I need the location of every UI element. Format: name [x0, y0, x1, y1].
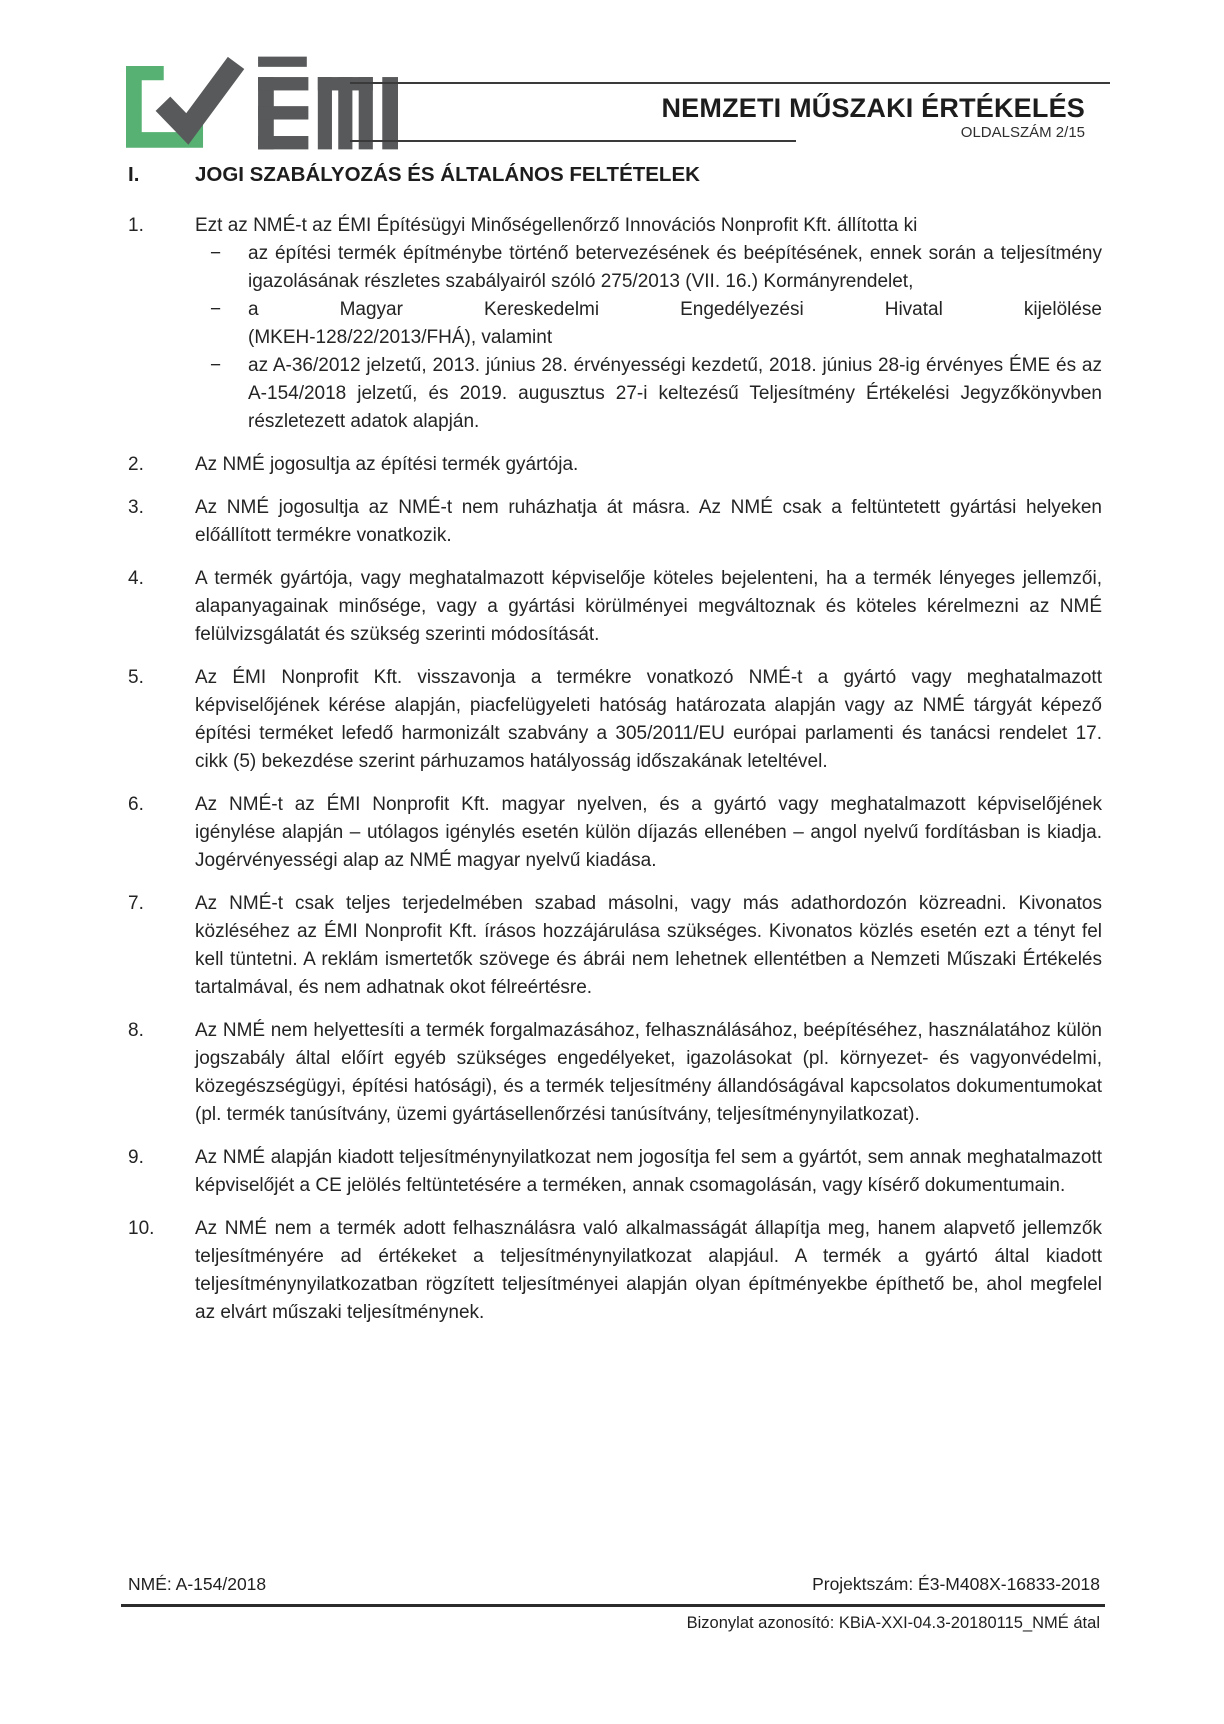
- item-body: [195, 664, 1102, 776]
- item-text: Az NMÉ alapján kiadott teljesítménynyilatkozat nem jogosítja fel sem a gyártót, sem annak meghatalmazott képviselőjét a CE jelölés feltüntetésére a terméken, annak csomagolásán, vagy kísérő dokumentumain.: [195, 1147, 1102, 1196]
- bullet-item: [210, 352, 1102, 436]
- list-item: [128, 1017, 1102, 1129]
- header-rule-bottom: [350, 140, 796, 142]
- item-number: 7.: [128, 893, 144, 914]
- bullet-text: (MKEH-128/22/2013/FHÁ), valamint: [248, 327, 553, 348]
- item-body: [195, 791, 1102, 875]
- item-text: Az NMÉ-t az ÉMI Nonprofit Kft. magyar nyelven, és a gyártó vagy meghatalmazott képviselőjének igénylése alapján – utólagos igénylés esetén külön díjazás ellenében – angol nyelvű fordításban is kiadja. Jogérvényességi alap az NMÉ magyar nyelvű kiadása.: [195, 794, 1102, 871]
- header-title: NEMZETI MŰSZAKI ÉRTÉKELÉS: [661, 93, 1085, 123]
- footer-row: [128, 1574, 1100, 1595]
- items-list: [128, 212, 1102, 1327]
- item-number: 1.: [128, 215, 144, 236]
- item-body: [195, 494, 1102, 550]
- item-body: [195, 890, 1102, 1002]
- item-body: [195, 565, 1102, 649]
- item-text: Az NMÉ nem helyettesíti a termék forgalmazásához, felhasználásához, beépítéséhez, használatához külön jogszabály által előírt egyéb szükséges engedélyeket, igazolásokat (pl. környezet- és vagyonvédelmi, közegészségügyi, építési hatósági), és a termék teljesítmény állandóságával kapcsolatos dokumentumokat (pl. termék tanúsítvány, üzemi gyártásellenőrzési tanúsítvány, teljesítménynyilatkozat).: [195, 1020, 1102, 1125]
- section-title: JOGI SZABÁLYOZÁS ÉS ÁLTALÁNOS FELTÉTELEK: [195, 163, 700, 186]
- header-rule-top: [350, 82, 1110, 84]
- bullet-item: [210, 240, 1102, 296]
- document-body: [128, 163, 1102, 1342]
- page-number-label: OLDALSZÁM 2/15: [960, 124, 1085, 141]
- item-body: [195, 212, 1102, 436]
- list-item: [128, 890, 1102, 1002]
- item-number: 5.: [128, 667, 144, 688]
- item-body: [195, 1215, 1102, 1327]
- footer-project-number: Projektszám: É3-M408X-16833-2018: [812, 1574, 1100, 1594]
- list-item: [128, 1215, 1102, 1327]
- bullet-text: az építési termék építménybe történő betervezésének és beépítésének, ennek során a teljesítmény igazolásának részletes szabályairól szóló 275/2013 (VII. 16.) Kormányrendelet,: [248, 243, 1102, 292]
- bullet-text: a Magyar Kereskedelmi Engedélyezési Hivatal kijelölése: [248, 299, 1102, 320]
- item-text: Az NMÉ jogosultja az NMÉ-t nem ruházhatja át másra. Az NMÉ csak a feltüntetett gyártási helyeken előállított termékre vonatkozik.: [195, 497, 1102, 546]
- dash-bullet: −: [210, 355, 222, 376]
- list-item: [128, 664, 1102, 776]
- list-item: [128, 494, 1102, 550]
- bullet-item: [210, 296, 1102, 324]
- logo-checkmark-icon: [163, 63, 236, 129]
- section-heading: [128, 163, 1102, 187]
- footer-document-id: Bizonylat azonosító: KBiA-XXI-04.3-20180115_NMÉ átal: [686, 1614, 1100, 1632]
- dash-bullet: −: [210, 299, 222, 320]
- footer-rule: [121, 1604, 1105, 1607]
- item-number: 2.: [128, 454, 144, 475]
- item-bullets: [210, 240, 1102, 436]
- section-number: I.: [128, 163, 140, 186]
- list-item: [128, 791, 1102, 875]
- item-number: 9.: [128, 1147, 144, 1168]
- list-item: [128, 565, 1102, 649]
- item-text: Az NMÉ-t csak teljes terjedelmében szabad másolni, vagy más adathordozón közreadni. Kivonatos közléséhez az ÉMI Nonprofit Kft. írásos hozzájárulása szükséges. Kivonatos közlés esetén ezt a tényt fel kell tüntetni. A reklám ismertetők szövege és ábrái nem lehetnek ellentétben a Nemzeti Műszaki Értékelés tartalmával, és nem adhatnak okot félreértésre.: [195, 893, 1102, 998]
- item-number: 6.: [128, 794, 144, 815]
- item-body: [195, 451, 1102, 479]
- item-text: Az NMÉ nem a termék adott felhasználásra való alkalmasságát állapítja meg, hanem alapvető jellemzők teljesítményére ad értékeket a teljesítménynyilatkozat alapjául. A termék a gyártó által kiadott teljesítménynyilatkozatban rögzített teljesítményei alapján olyan építményekbe építhető be, ahol megfelel az elvárt műszaki teljesítménynek.: [195, 1218, 1102, 1323]
- item-number: 8.: [128, 1020, 144, 1041]
- item-text: A termék gyártója, vagy meghatalmazott képviselője köteles bejelenteni, ha a termék lényeges jellemzői, alapanyagainak minősége, vagy a gyártási körülményei megváltoznak és köteles kérelmezni az NMÉ felülvizsgálatát és szükség szerinti módosítását.: [195, 568, 1102, 645]
- bullet-item: [210, 324, 1102, 352]
- dash-bullet: −: [210, 243, 222, 264]
- bullet-text: az A-36/2012 jelzetű, 2013. június 28. érvényességi kezdetű, 2018. június 28-ig érvényes ÉME és az A-154/2018 jelzetű, és 2019. augusztus 27-i keltezésű Teljesítmény Értékelési Jegyzőkönyvben részletezett adatok alapján.: [248, 355, 1102, 432]
- dash-bullet: [210, 324, 248, 352]
- item-text: Az NMÉ jogosultja az építési termék gyártója.: [195, 454, 579, 475]
- list-item: [128, 212, 1102, 436]
- item-text: Az ÉMI Nonprofit Kft. visszavonja a termékre vonatkozó NMÉ-t a gyártó vagy meghatalmazott képviselőjének kérése alapján, piacfelügyeleti hatóság határozata alapján vagy az NMÉ tárgyát képező építési terméket lefedő harmonizált szabvány a 305/2011/EU európai parlamenti és tanácsi rendelet 17. cikk (5) bekezdése szerint párhuzamos hatályosság időszakának leteltével.: [195, 667, 1102, 772]
- list-item: [128, 451, 1102, 479]
- item-number: 4.: [128, 568, 144, 589]
- item-number: 10.: [128, 1218, 155, 1239]
- item-number: 3.: [128, 497, 144, 518]
- item-text: Ezt az NMÉ-t az ÉMI Építésügyi Minőségellenőrző Innovációs Nonprofit Kft. állította ki: [195, 215, 918, 236]
- item-body: [195, 1144, 1102, 1200]
- list-item: [128, 1144, 1102, 1200]
- item-body: [195, 1017, 1102, 1129]
- footer-nme-ref: NMÉ: A-154/2018: [128, 1574, 267, 1594]
